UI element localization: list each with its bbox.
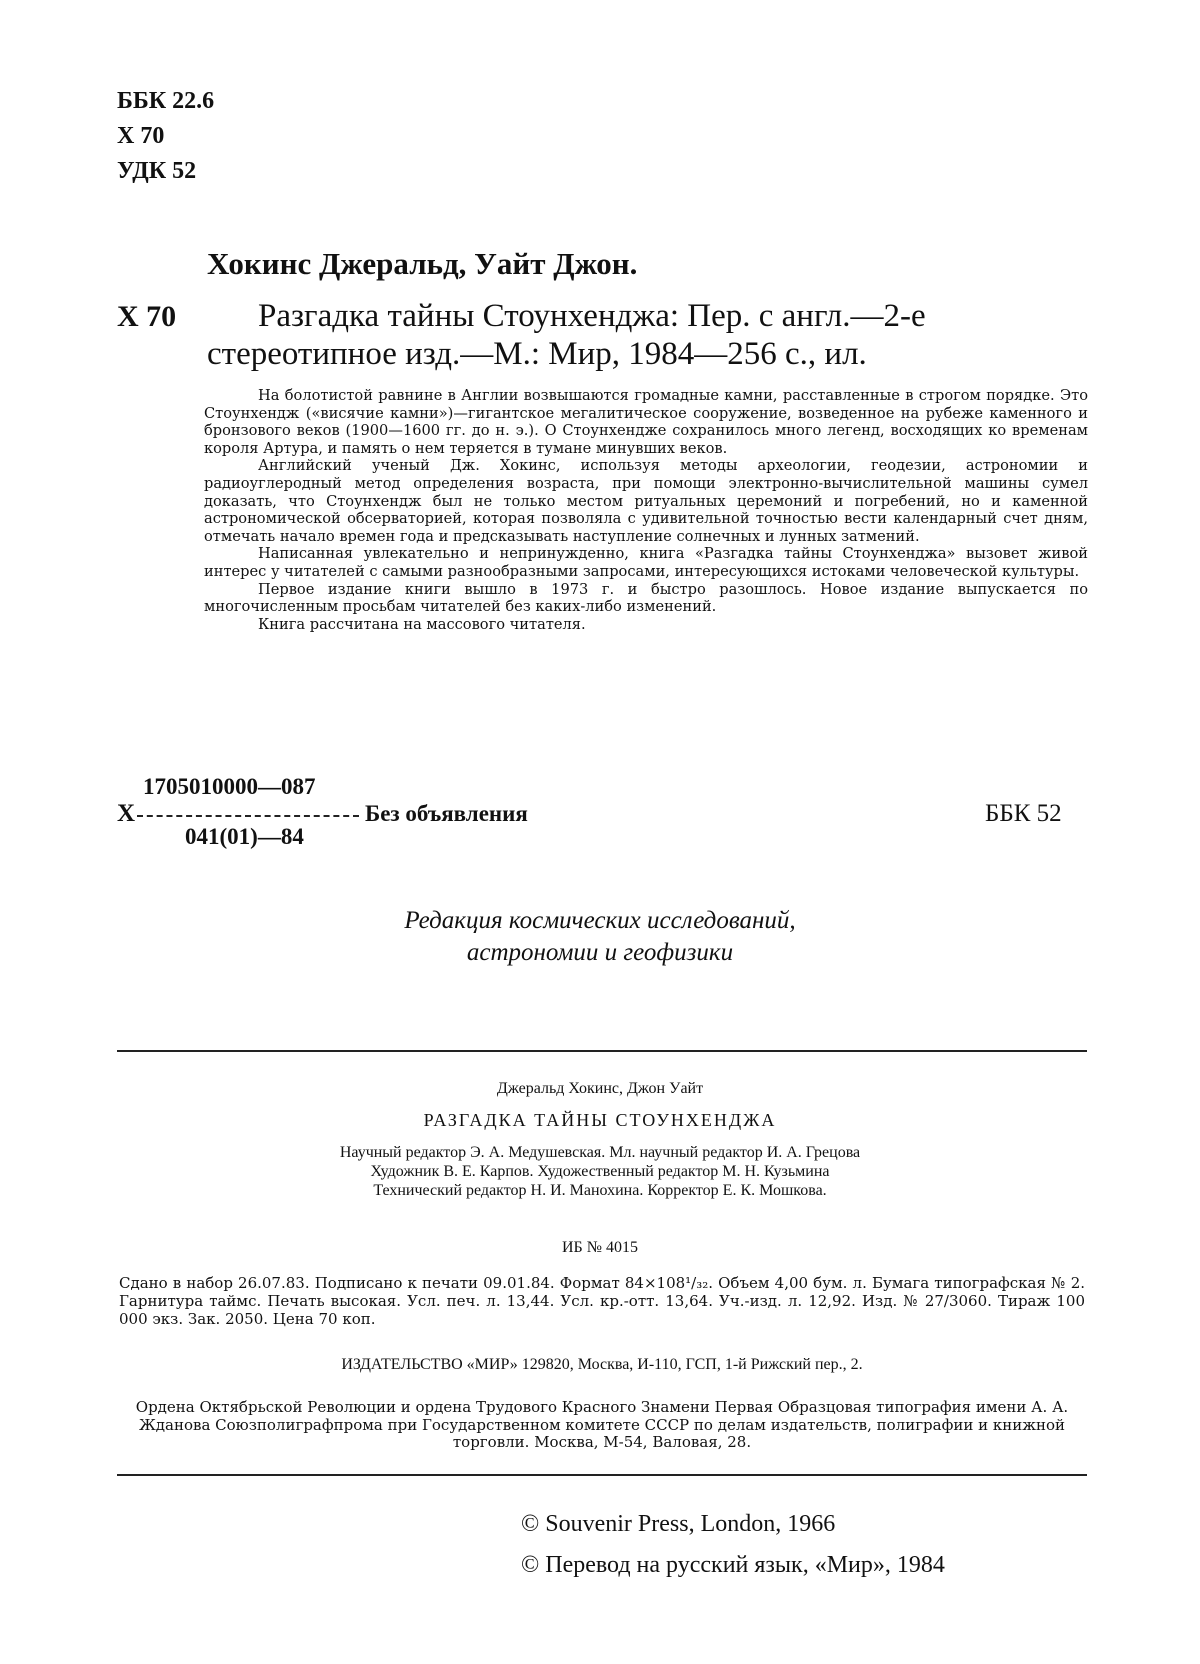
fraction-line [137, 815, 359, 817]
abstract-paragraph: Первое издание книги вышло в 1973 г. и быстро разошлось. Новое издание выпускается по многочисленным просьбам читателей без каких-либо изменений. [204, 580, 1088, 616]
bibliographic-title-line-2: стереотипное изд.—М.: Мир, 1984—256 с., ил. [207, 336, 867, 372]
abstract [204, 387, 1088, 633]
catalog-code: Х 70 [117, 123, 165, 149]
udk-code: УДК 52 [117, 158, 197, 184]
editorial-office-line-1: Редакция космических исследований, [404, 907, 796, 934]
abstract-paragraph: Книга рассчитана на массового читателя. [258, 615, 586, 633]
editorial-office-line-2: астрономии и геофизики [466, 939, 734, 966]
divider-bottom [117, 1474, 1087, 1476]
copyright-original: © Souvenir Press, London, 1966 [521, 1511, 836, 1537]
abstract-paragraph: Английский ученый Дж. Хокинс, используя методы археологии, геодезии, астрономии и радиоуглеродный метод определения возраста, при помощи электронно-вычислительной машины сумел доказать, что Стоунхендж был не только местом ритуальных церемоний и погребений, но и каменной астрономической обсерваторией, которая позволяла с удивительной точностью вести календарный счет дням, отмечать начало времен года и предсказывать наступление солнечных и лунных затмений. [204, 457, 1088, 545]
staff-line: Художник В. Е. Карпов. Художественный редактор М. Н. Кузьмина [370, 1163, 830, 1180]
ib-number: ИБ № 4015 [561, 1239, 638, 1256]
staff-line: Технический редактор Н. И. Манохина. Корректор Е. К. Мошкова. [373, 1182, 827, 1199]
authors-heading: Хокинс Джеральд, Уайт Джон. [207, 246, 638, 281]
printing-house: Ордена Октябрьской Революции и ордена Трудового Красного Знамени Первая Образцовая типография имени А. А. Жданова Союзполиграфпрома при Государственном комитете СССР по делам издательств, полиграфии и книжной торговли. Москва, М-54, Валовая, 28. [135, 1398, 1069, 1451]
fraction-numerator: 1705010000—087 [143, 774, 316, 799]
abstract-paragraph: На болотистой равнине в Англии возвышаются громадные камни, расставленные в строгом порядке. Это Стоунхендж («висячие камни»)—гигантское мегалитическое сооружение, возведенное на рубеже каменного и бронзового веков (1900—1600 гг. до н. э.). О Стоунхендже сохранилось много легенд, восходящих ко временам короля Артура, и память о нем теряется в тумане минувших веков. [204, 387, 1088, 457]
fraction-denominator: 041(01)—84 [185, 824, 304, 849]
staff-line: Научный редактор Э. А. Медушевская. Мл. научный редактор И. А. Грецова [339, 1144, 861, 1161]
imprint-authors: Джеральд Хокинс, Джон Уайт [496, 1080, 704, 1097]
print-details: Сдано в набор 26.07.83. Подписано к печати 09.01.84. Формат 84×108¹/₃₂. Объем 4,00 бум. л. Бумага типографская № 2. Гарнитура таймс. Печать высокая. Усл. печ. л. 13,44. Усл. кр.-отт. 13,64. Уч.-изд. л. 12,92. Изд. № 27/3060. Тираж 100 000 экз. Зак. 2050. Цена 70 коп. [119, 1274, 1085, 1328]
announcement-note: Без объявления [365, 801, 528, 826]
divider-top [117, 1050, 1087, 1052]
bbk-subject-code: ББК 52 [985, 800, 1062, 827]
publisher-address: ИЗДАТЕЛЬСТВО «МИР» 129820, Москва, И-110, ГСП, 1-й Рижский пер., 2. [341, 1356, 863, 1373]
bibliographic-title-line-1: Разгадка тайны Стоунхенджа: Пер. с англ.—2-е [258, 298, 926, 334]
heading-code: Х 70 [117, 300, 177, 333]
fraction-letter: Х [117, 800, 136, 827]
editorial-staff [150, 1143, 1050, 1200]
copyright-translation: © Перевод на русский язык, «Мир», 1984 [521, 1552, 945, 1578]
abstract-paragraph: Написанная увлекательно и непринужденно, книга «Разгадка тайны Стоунхенджа» вызовет живой интерес у читателей с самыми разнообразными запросами, интересующихся истоками человеческой культуры. [204, 545, 1088, 580]
bbk-code: ББК 22.6 [117, 88, 215, 114]
editorial-office [300, 905, 900, 969]
classification-codes [117, 84, 214, 189]
imprint-title: РАЗГАДКА ТАЙНЫ СТОУНХЕНДЖА [423, 1110, 777, 1130]
